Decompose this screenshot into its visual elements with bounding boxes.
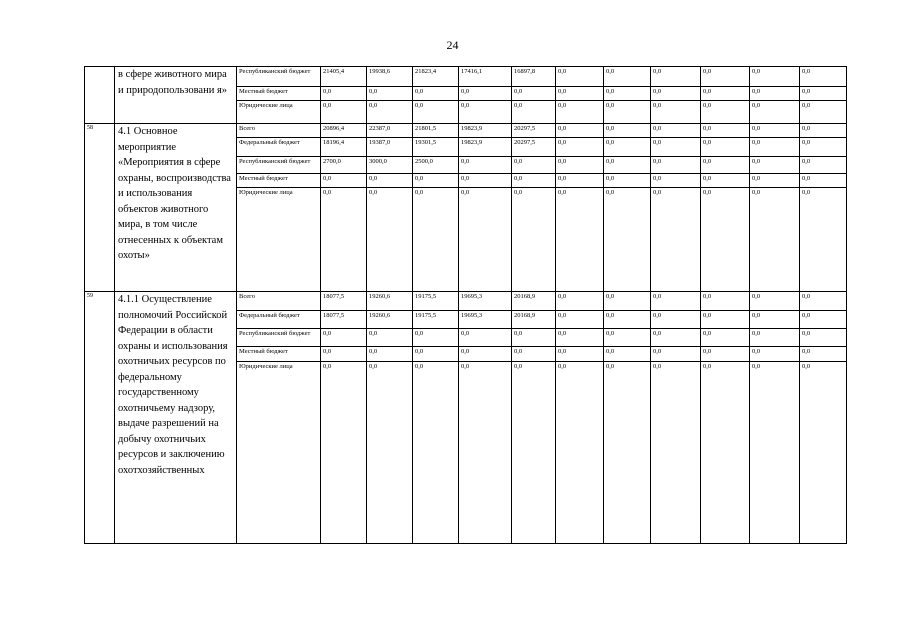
- amount-cell: 0,0: [701, 174, 750, 188]
- activity-name: в сфере животного мира и природопользовани я»: [115, 67, 237, 124]
- amount-cell: 0,0: [604, 124, 651, 138]
- amount-cell: 0,0: [800, 87, 847, 101]
- amount-cell: 0,0: [701, 138, 750, 157]
- amount-cell: 0,0: [512, 101, 556, 124]
- amount-cell: 19695,3: [459, 311, 512, 329]
- budget-table: [84, 66, 847, 544]
- amount-cell: 0,0: [800, 174, 847, 188]
- amount-cell: 0,0: [556, 292, 604, 311]
- amount-cell: 0,0: [459, 174, 512, 188]
- amount-cell: 0,0: [750, 362, 800, 544]
- amount-cell: 20297,5: [512, 138, 556, 157]
- amount-cell: 0,0: [367, 347, 413, 362]
- funding-source: Юридические лица: [237, 188, 321, 292]
- amount-cell: 19823,9: [459, 138, 512, 157]
- amount-cell: 0,0: [556, 174, 604, 188]
- amount-cell: 19260,6: [367, 292, 413, 311]
- amount-cell: 0,0: [556, 347, 604, 362]
- funding-source: Республиканский бюджет: [237, 329, 321, 347]
- amount-cell: 0,0: [701, 188, 750, 292]
- amount-cell: 0,0: [750, 292, 800, 311]
- funding-source: Федеральный бюджет: [237, 311, 321, 329]
- amount-cell: 0,0: [701, 329, 750, 347]
- table-row: [85, 67, 847, 87]
- amount-cell: 0,0: [413, 174, 459, 188]
- amount-cell: 0,0: [512, 157, 556, 174]
- amount-cell: 17416,1: [459, 67, 512, 87]
- funding-source: Всего: [237, 124, 321, 138]
- amount-cell: 0,0: [701, 101, 750, 124]
- amount-cell: 0,0: [604, 311, 651, 329]
- amount-cell: 0,0: [413, 188, 459, 292]
- amount-cell: 0,0: [651, 67, 701, 87]
- amount-cell: 0,0: [459, 101, 512, 124]
- amount-cell: 22387,0: [367, 124, 413, 138]
- amount-cell: 20168,9: [512, 311, 556, 329]
- amount-cell: 0,0: [321, 329, 367, 347]
- row-number: [85, 67, 115, 124]
- amount-cell: 0,0: [512, 174, 556, 188]
- amount-cell: 0,0: [651, 188, 701, 292]
- amount-cell: 19938,6: [367, 67, 413, 87]
- funding-source: Юридические лица: [237, 101, 321, 124]
- amount-cell: 19387,0: [367, 138, 413, 157]
- amount-cell: 0,0: [604, 87, 651, 101]
- amount-cell: 0,0: [701, 67, 750, 87]
- amount-cell: 0,0: [800, 362, 847, 544]
- amount-cell: 0,0: [750, 101, 800, 124]
- amount-cell: 0,0: [651, 87, 701, 101]
- amount-cell: 0,0: [459, 362, 512, 544]
- amount-cell: 0,0: [604, 174, 651, 188]
- amount-cell: 0,0: [512, 87, 556, 101]
- amount-cell: 0,0: [800, 138, 847, 157]
- amount-cell: 0,0: [750, 174, 800, 188]
- amount-cell: 0,0: [459, 347, 512, 362]
- amount-cell: 0,0: [556, 157, 604, 174]
- amount-cell: 19175,5: [413, 292, 459, 311]
- amount-cell: 18077,5: [321, 292, 367, 311]
- activity-name: 4.1 Основное мероприятие «Мероприятия в сфере охраны, воспроизводства и использования объектов животного мира, в том числе отнесенных к объектам охоты»: [115, 124, 237, 292]
- amount-cell: 0,0: [604, 67, 651, 87]
- amount-cell: 0,0: [556, 329, 604, 347]
- amount-cell: 0,0: [701, 292, 750, 311]
- amount-cell: 0,0: [512, 362, 556, 544]
- amount-cell: 0,0: [413, 362, 459, 544]
- amount-cell: 0,0: [459, 188, 512, 292]
- amount-cell: 0,0: [651, 311, 701, 329]
- amount-cell: 19695,3: [459, 292, 512, 311]
- amount-cell: 0,0: [321, 174, 367, 188]
- amount-cell: 2500,0: [413, 157, 459, 174]
- amount-cell: 18077,5: [321, 311, 367, 329]
- funding-source: Республиканский бюджет: [237, 157, 321, 174]
- amount-cell: 0,0: [651, 292, 701, 311]
- amount-cell: 21823,4: [413, 67, 459, 87]
- amount-cell: 0,0: [800, 67, 847, 87]
- amount-cell: 0,0: [651, 347, 701, 362]
- amount-cell: 0,0: [512, 188, 556, 292]
- amount-cell: 0,0: [800, 347, 847, 362]
- amount-cell: 0,0: [321, 362, 367, 544]
- amount-cell: 0,0: [413, 87, 459, 101]
- amount-cell: 0,0: [651, 138, 701, 157]
- amount-cell: 0,0: [701, 311, 750, 329]
- amount-cell: 20896,4: [321, 124, 367, 138]
- amount-cell: 0,0: [604, 138, 651, 157]
- amount-cell: 0,0: [750, 67, 800, 87]
- amount-cell: 0,0: [604, 347, 651, 362]
- amount-cell: 0,0: [800, 124, 847, 138]
- amount-cell: 0,0: [556, 101, 604, 124]
- amount-cell: 0,0: [800, 157, 847, 174]
- amount-cell: 0,0: [413, 347, 459, 362]
- amount-cell: 3000,0: [367, 157, 413, 174]
- amount-cell: 0,0: [604, 101, 651, 124]
- funding-source: Всего: [237, 292, 321, 311]
- amount-cell: 0,0: [413, 101, 459, 124]
- row-number: 58: [85, 124, 115, 292]
- amount-cell: 0,0: [604, 362, 651, 544]
- amount-cell: 0,0: [651, 329, 701, 347]
- row-number: 59: [85, 292, 115, 544]
- funding-source: Местный бюджет: [237, 87, 321, 101]
- page-number: 24: [446, 38, 459, 52]
- amount-cell: 0,0: [651, 157, 701, 174]
- amount-cell: 19823,9: [459, 124, 512, 138]
- amount-cell: 0,0: [321, 87, 367, 101]
- amount-cell: 0,0: [800, 329, 847, 347]
- amount-cell: 0,0: [512, 329, 556, 347]
- amount-cell: 0,0: [750, 157, 800, 174]
- amount-cell: 0,0: [459, 157, 512, 174]
- amount-cell: 20168,9: [512, 292, 556, 311]
- funding-source: Федеральный бюджет: [237, 138, 321, 157]
- amount-cell: 0,0: [556, 362, 604, 544]
- amount-cell: 0,0: [651, 101, 701, 124]
- amount-cell: 0,0: [413, 329, 459, 347]
- amount-cell: 0,0: [556, 138, 604, 157]
- amount-cell: 0,0: [556, 311, 604, 329]
- amount-cell: 0,0: [750, 329, 800, 347]
- activity-name: 4.1.1 Осуществление полномочий Российской Федерации в области охраны и использования охотничьих ресурсов по федеральному государственному охотничьему надзору, выдаче разрешений на добычу охотничьих ресурсов и заключению охотхозяйственных: [115, 292, 237, 544]
- amount-cell: 2700,0: [321, 157, 367, 174]
- amount-cell: 19301,5: [413, 138, 459, 157]
- amount-cell: 0,0: [556, 87, 604, 101]
- amount-cell: 0,0: [367, 101, 413, 124]
- amount-cell: 20297,5: [512, 124, 556, 138]
- amount-cell: 0,0: [651, 362, 701, 544]
- amount-cell: 0,0: [367, 329, 413, 347]
- amount-cell: 0,0: [556, 188, 604, 292]
- amount-cell: 0,0: [800, 188, 847, 292]
- amount-cell: 0,0: [750, 124, 800, 138]
- amount-cell: 0,0: [604, 188, 651, 292]
- amount-cell: 0,0: [459, 87, 512, 101]
- amount-cell: 0,0: [367, 362, 413, 544]
- amount-cell: 0,0: [701, 362, 750, 544]
- amount-cell: 0,0: [321, 347, 367, 362]
- amount-cell: 0,0: [750, 311, 800, 329]
- amount-cell: 0,0: [604, 157, 651, 174]
- funding-source: Республиканский бюджет: [237, 67, 321, 87]
- amount-cell: 0,0: [750, 138, 800, 157]
- amount-cell: 0,0: [750, 347, 800, 362]
- amount-cell: 0,0: [367, 188, 413, 292]
- amount-cell: 0,0: [701, 87, 750, 101]
- amount-cell: 0,0: [750, 188, 800, 292]
- amount-cell: 19260,6: [367, 311, 413, 329]
- amount-cell: 0,0: [701, 157, 750, 174]
- amount-cell: 0,0: [651, 174, 701, 188]
- amount-cell: 21801,5: [413, 124, 459, 138]
- amount-cell: 0,0: [512, 347, 556, 362]
- amount-cell: 0,0: [800, 292, 847, 311]
- amount-cell: 19175,5: [413, 311, 459, 329]
- amount-cell: 0,0: [321, 101, 367, 124]
- funding-source: Юридические лица: [237, 362, 321, 544]
- amount-cell: 21405,4: [321, 67, 367, 87]
- amount-cell: 0,0: [459, 329, 512, 347]
- table-row: [85, 292, 847, 311]
- amount-cell: 0,0: [800, 311, 847, 329]
- amount-cell: 0,0: [604, 329, 651, 347]
- amount-cell: 0,0: [750, 87, 800, 101]
- amount-cell: 18196,4: [321, 138, 367, 157]
- amount-cell: 0,0: [701, 124, 750, 138]
- funding-source: Местный бюджет: [237, 174, 321, 188]
- amount-cell: 0,0: [701, 347, 750, 362]
- amount-cell: 0,0: [800, 101, 847, 124]
- amount-cell: 16897,8: [512, 67, 556, 87]
- amount-cell: 0,0: [604, 292, 651, 311]
- amount-cell: 0,0: [556, 67, 604, 87]
- funding-source: Местный бюджет: [237, 347, 321, 362]
- table-row: [85, 124, 847, 138]
- amount-cell: 0,0: [651, 124, 701, 138]
- amount-cell: 0,0: [556, 124, 604, 138]
- amount-cell: 0,0: [321, 188, 367, 292]
- amount-cell: 0,0: [367, 87, 413, 101]
- amount-cell: 0,0: [367, 174, 413, 188]
